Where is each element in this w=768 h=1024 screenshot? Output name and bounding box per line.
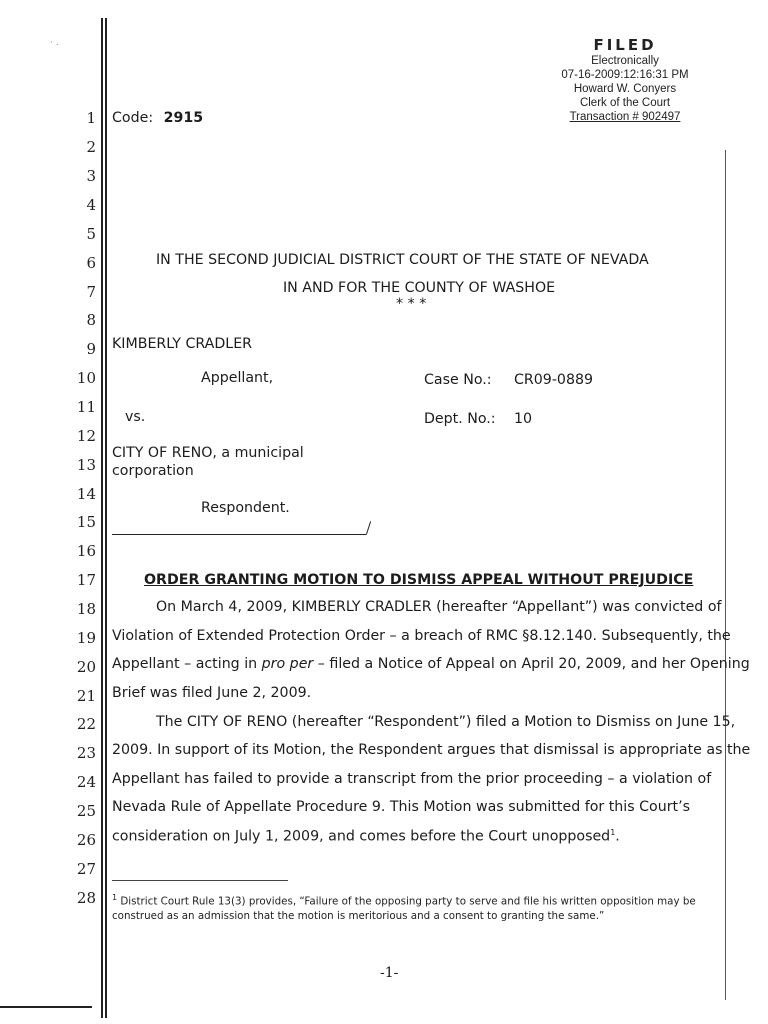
body-line-21: Brief was filed June 2, 2009. (112, 685, 312, 701)
line-number: 23 (76, 744, 96, 762)
stamp-transaction: Transaction # 902497 (569, 111, 681, 123)
line-number: 17 (76, 571, 96, 589)
dept-number-value: 10 (514, 411, 533, 427)
left-margin-rule-inner (105, 18, 107, 1018)
versus: vs. (125, 409, 146, 425)
line-number: 7 (86, 283, 96, 301)
respondent-name-line2: corporation (112, 463, 194, 479)
footnote (112, 890, 722, 924)
respondent-name-line1: CITY OF RENO, a municipal (112, 445, 304, 461)
body-line-20-italic: pro per (261, 656, 314, 672)
body-line-22: The CITY OF RENO (hereafter “Respondent”) filed a Motion to Dismiss on June 15, (156, 714, 736, 730)
body-line-23: 2009. In support of its Motion, the Respondent argues that dismissal is appropriate as the (112, 742, 751, 758)
line-number: 20 (76, 658, 96, 676)
line-number: 10 (76, 369, 96, 387)
caption-underline (112, 534, 366, 535)
footnote-separator (112, 880, 288, 881)
line-number: 15 (76, 513, 96, 531)
footnote-mark: 1 (112, 893, 118, 902)
left-margin-rule-outer (101, 18, 103, 1018)
stamp-line: Howard W. Conyers (573, 83, 677, 95)
stamp-line: Clerk of the Court (579, 97, 671, 109)
line-number: 12 (76, 427, 96, 445)
line-number: 4 (86, 196, 96, 214)
body-line-26 (112, 828, 620, 845)
line-number: 11 (76, 398, 96, 416)
line-number: 1 (86, 109, 96, 127)
line-number: 25 (76, 802, 96, 820)
line-number: 8 (86, 311, 96, 329)
line-number: 13 (76, 456, 96, 474)
case-number-label: Case No.: (424, 372, 492, 388)
right-margin-rule (725, 150, 726, 1000)
appellant-role: Appellant, (201, 370, 274, 386)
document-code (112, 110, 203, 126)
body-line-26-end: . (615, 828, 620, 845)
body-line-20 (112, 656, 750, 672)
body-line-20-a: Appellant – acting in (112, 656, 262, 672)
line-number: 14 (76, 485, 96, 503)
body-line-25: Nevada Rule of Appellate Procedure 9. This Motion was submitted for this Court’s (112, 799, 691, 815)
line-number: 3 (86, 167, 96, 185)
line-number: 28 (76, 889, 96, 907)
page-number: -1- (380, 965, 399, 981)
code-value: 2915 (163, 110, 204, 126)
code-label: Code: (112, 110, 154, 126)
stamp-line: 07-16-2009:12:16:31 PM (561, 69, 689, 81)
filed-heading: FILED (593, 36, 657, 54)
line-number: 24 (76, 773, 96, 791)
line-number: 26 (76, 831, 96, 849)
court-stars: * * * (396, 296, 427, 312)
scan-speck: · ․ (50, 38, 59, 48)
line-number: 9 (86, 340, 96, 358)
line-number: 2 (86, 138, 96, 156)
body-line-26-text: consideration on July 1, 2009, and comes before the Court unopposed (112, 828, 611, 845)
footnote-text: District Court Rule 13(3) provides, “Failure of the opposing party to serve and file his written opposition may be construed as an admission that the motion is meritorious and a consent to granting the same.” (112, 895, 696, 923)
dept-number-label: Dept. No.: (424, 411, 496, 427)
caption-slash (366, 521, 371, 535)
body-line-18: On March 4, 2009, KIMBERLY CRADLER (hereafter “Appellant”) was convicted of (156, 599, 722, 615)
bottom-left-rule (0, 1006, 92, 1008)
court-county: IN AND FOR THE COUNTY OF WASHOE (283, 280, 556, 296)
line-number: 18 (76, 600, 96, 618)
line-number: 19 (76, 629, 96, 647)
footnote-reference: 1 (610, 828, 616, 837)
body-line-19: Violation of Extended Protection Order – a breach of RMC §8.12.140. Subsequently, the (112, 628, 731, 644)
body-line-20-b: – filed a Notice of Appeal on April 20, 2009, and her Opening (313, 656, 750, 672)
line-number: 21 (76, 687, 96, 705)
appellant-name: KIMBERLY CRADLER (112, 336, 253, 352)
line-number: 16 (76, 542, 96, 560)
case-number-value: CR09-0889 (514, 372, 594, 388)
stamp-line: Electronically (591, 55, 659, 67)
body-line-24: Appellant has failed to provide a transcript from the prior proceeding – a violation of (112, 771, 712, 787)
respondent-role: Respondent. (201, 500, 290, 516)
court-name: IN THE SECOND JUDICIAL DISTRICT COURT OF THE STATE OF NEVADA (156, 252, 649, 268)
order-title: ORDER GRANTING MOTION TO DISMISS APPEAL WITHOUT PREJUDICE (144, 572, 694, 588)
line-number: 5 (86, 225, 96, 243)
line-number: 22 (76, 715, 96, 733)
line-number: 27 (76, 860, 96, 878)
filed-stamp (540, 36, 710, 124)
line-number: 6 (86, 254, 96, 272)
